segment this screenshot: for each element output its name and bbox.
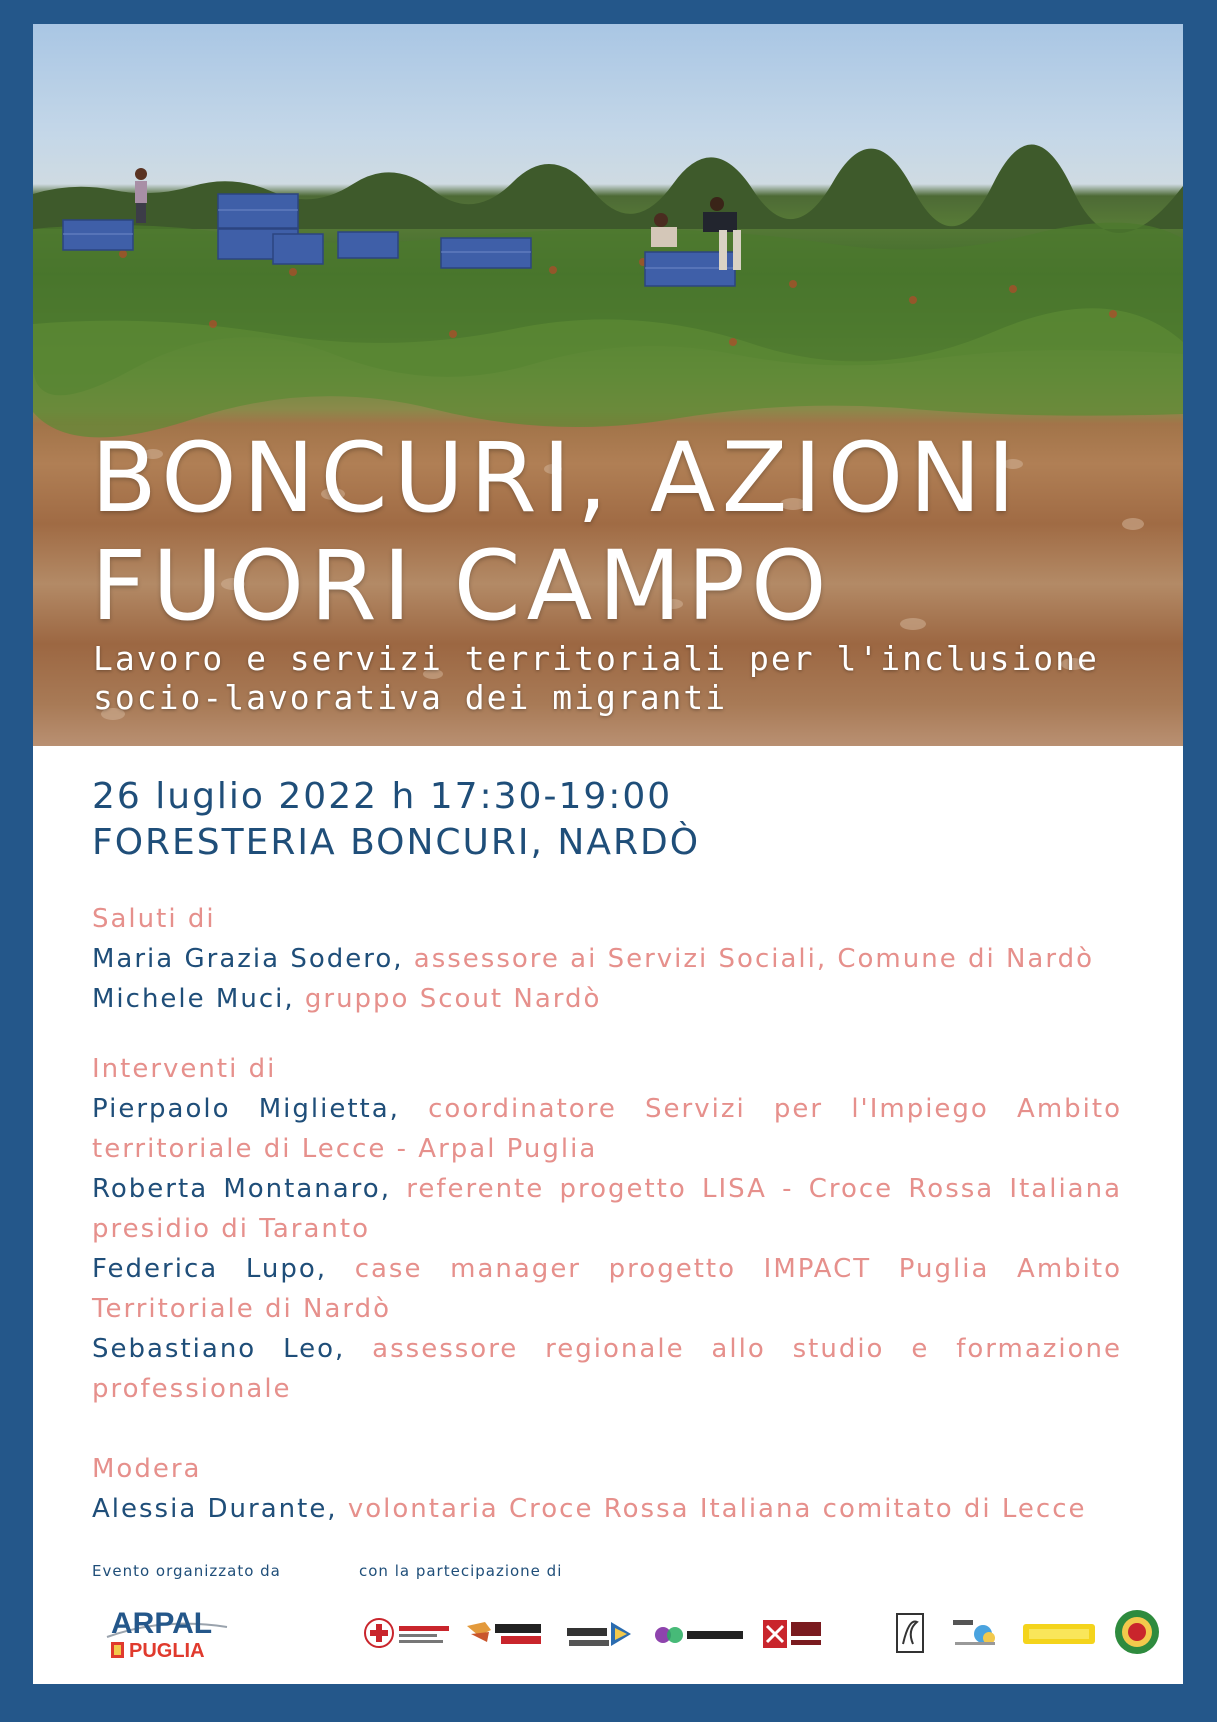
event-title <box>91 424 1021 640</box>
greetings-label: Saluti di <box>92 904 216 934</box>
speaker-role: coordinatore Servizi per l'Impiego Ambito territoriale di Lecce - Arpal Puglia <box>92 1094 1122 1164</box>
speaker-name: Maria Grazia Sodero, <box>92 944 404 974</box>
croce-rossa-logo <box>363 1612 453 1654</box>
title-line: FUORI CAMPO <box>91 530 833 642</box>
speaker-name: Alessia Durante, <box>92 1494 338 1524</box>
speaker-role: referente progetto LISA - Croce Rossa Italiana presidio di Taranto <box>92 1174 1123 1244</box>
speaker-entry <box>92 1089 1122 1169</box>
title-line: BONCURI, AZIONI <box>91 422 1022 534</box>
subtitle-line: socio-lavorativa dei migranti <box>93 678 728 717</box>
talks-label: Interventi di <box>92 1054 277 1084</box>
speaker-name: Roberta Montanaro, <box>92 1174 391 1204</box>
anolf-badge-logo <box>1113 1608 1161 1656</box>
speaker-entry <box>92 979 1122 1019</box>
speaker-entry <box>92 1249 1122 1329</box>
speaker-entry <box>92 1489 1122 1529</box>
speaker-name: Sebastiano Leo, <box>92 1334 346 1364</box>
puglia-integra-logo <box>465 1616 547 1652</box>
speaker-role: gruppo Scout Nardò <box>304 984 602 1014</box>
organizer-label: Evento organizzato da <box>92 1562 281 1580</box>
subtitle-line: Lavoro e servizi territoriali per l'inclusione <box>93 639 1099 678</box>
cir-rifugiati-logo <box>761 1616 825 1652</box>
speaker-role: volontaria Croce Rossa Italiana comitato di Lecce <box>347 1494 1087 1524</box>
speaker-entry <box>92 1169 1122 1249</box>
moderator-label: Modera <box>92 1454 202 1484</box>
speaker-role: assessore regionale allo studio e formazione professionale <box>92 1334 1122 1404</box>
speaker-name: Federica Lupo, <box>92 1254 328 1284</box>
event-datetime: 26 luglio 2022 h 17:30-19:00 <box>92 776 673 817</box>
speaker-name: Pierpaolo Miglietta, <box>92 1094 400 1124</box>
participation-label: con la partecipazione di <box>359 1562 563 1580</box>
innovamenti-logo <box>653 1620 745 1650</box>
logo-text-top: ARPAL <box>111 1607 213 1640</box>
emblem-logo <box>895 1612 925 1654</box>
speaker-role: case manager progetto IMPACT Puglia Ambito Territoriale di Nardò <box>92 1254 1122 1324</box>
speaker-entry <box>92 939 1122 979</box>
logo-text-bottom: PUGLIA <box>129 1640 205 1662</box>
siu-supreme-logo <box>565 1614 635 1654</box>
hero-photo <box>33 24 1183 746</box>
program <box>92 899 1122 1529</box>
poster-card <box>33 24 1183 1684</box>
event-info <box>92 774 700 866</box>
aeeds-logo <box>951 1614 1001 1652</box>
homa-logo <box>1021 1616 1097 1652</box>
speaker-role: assessore ai Servizi Sociali, Comune di Nardò <box>413 944 1094 974</box>
arpal-puglia-logo <box>103 1597 233 1675</box>
event-venue: FORESTERIA BONCURI, NARDÒ <box>92 822 701 863</box>
speaker-name: Michele Muci, <box>92 984 295 1014</box>
event-subtitle <box>93 639 1099 717</box>
speaker-entry <box>92 1329 1122 1409</box>
